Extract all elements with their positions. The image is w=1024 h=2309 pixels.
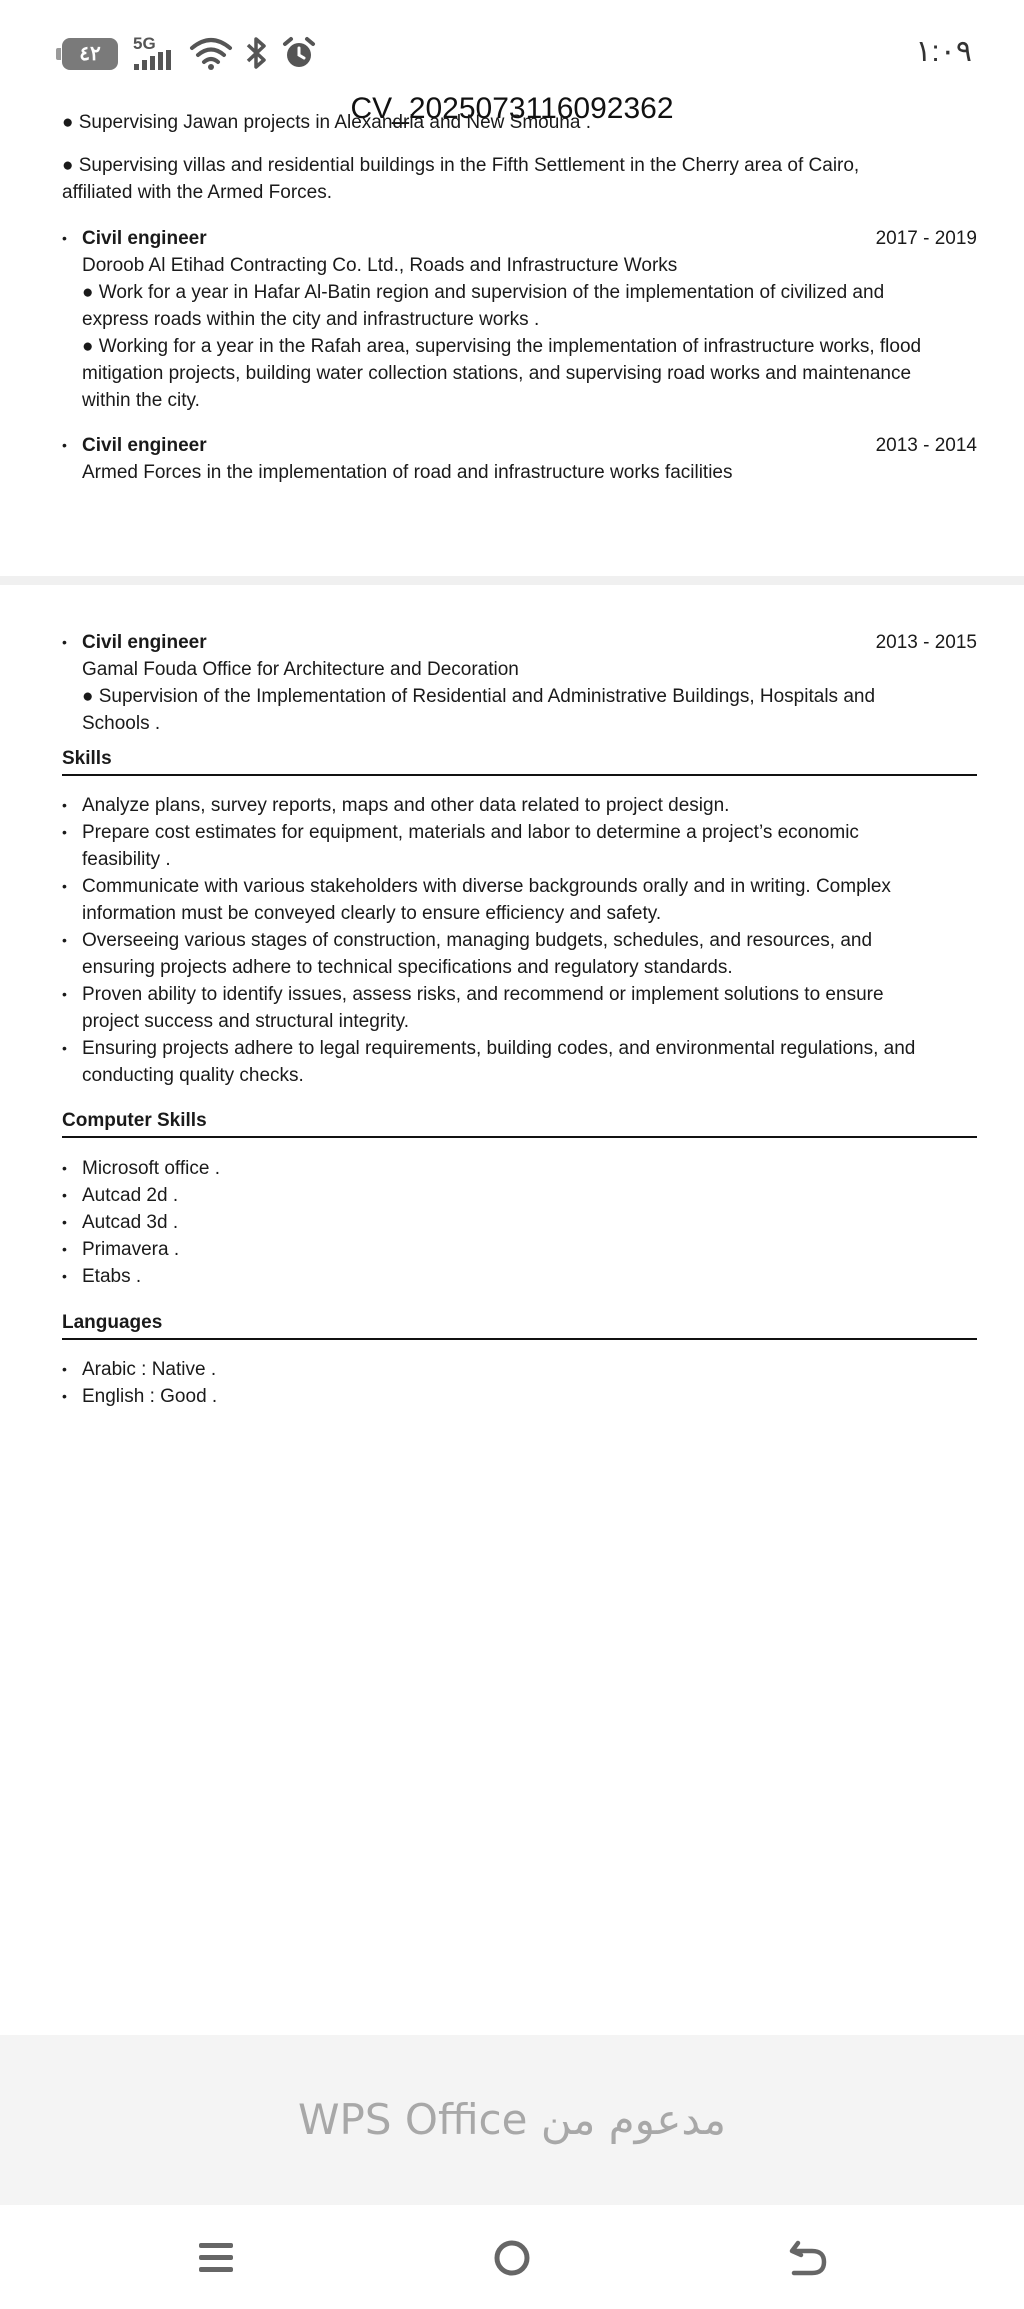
bullet: • [62, 1214, 67, 1230]
skill-text: Proven ability to identify issues, assess risks, and recommend or implement solutions to ensure [82, 984, 884, 1005]
job-title: Civil engineer [82, 435, 207, 456]
bullet: • [62, 932, 67, 948]
alarm-icon [282, 36, 316, 70]
bullet: • [62, 634, 67, 650]
job-detail: ● Working for a year in the Rafah area, supervising the implementation of infrastructure works, flood [82, 336, 922, 357]
status-bar [0, 0, 1024, 100]
skill-text: Communicate with various stakeholders with diverse backgrounds orally and in writing. Complex [82, 876, 891, 897]
computer-skill: Autcad 3d . [82, 1212, 179, 1233]
computer-skill: Etabs . [82, 1266, 142, 1287]
skill-text: information must be conveyed clearly to ensure efficiency and safety. [82, 903, 662, 924]
signal-icon [134, 50, 176, 70]
computer-skill: Autcad 2d . [82, 1185, 179, 1206]
job-dates: 2017 - 2019 [875, 228, 977, 249]
skill-text: Overseeing various stages of construction, managing budgets, schedules, and resources, and [82, 930, 873, 951]
job-company: Armed Forces in the implementation of road and infrastructure works facilities [82, 462, 733, 483]
skill-text: Analyze plans, survey reports, maps and other data related to project design. [82, 795, 730, 816]
computer-skill: Primavera . [82, 1239, 180, 1260]
skill-text: Ensuring projects adhere to legal requirements, building codes, and environmental regulations, and [82, 1038, 916, 1059]
skill-text: conducting quality checks. [82, 1065, 304, 1086]
bullet: • [62, 1361, 67, 1377]
cut-off-line: ● Supervising Jawan projects in Alexandria and New Smouha . [62, 112, 591, 133]
skill-text: ensuring projects adhere to technical specifications and regulatory standards. [82, 957, 733, 978]
network-type: 5G [133, 34, 156, 53]
section-title: Computer Skills [62, 1110, 207, 1131]
bullet: • [62, 797, 67, 813]
bullet: • [62, 1187, 67, 1203]
job-title: Civil engineer [82, 228, 207, 249]
job-title: Civil engineer [82, 632, 207, 653]
job-detail: ● Work for a year in Hafar Al-Batin region and supervision of the implementation of civilized and [82, 282, 885, 303]
bullet: • [62, 1388, 67, 1404]
bullet: • [62, 230, 67, 246]
bullet: • [62, 986, 67, 1002]
job-detail: mitigation projects, building water collection stations, and supervising road works and maintenance [82, 363, 912, 384]
section-title: Languages [62, 1312, 163, 1333]
job-detail: Schools . [82, 713, 161, 734]
bullet: • [62, 1241, 67, 1257]
menu-icon[interactable] [186, 2233, 246, 2283]
home-icon[interactable] [482, 2233, 542, 2283]
bullet: • [62, 1040, 67, 1056]
document-page-1[interactable] [0, 112, 1024, 576]
section-heading-computer-skills [62, 1107, 977, 1138]
bullet: • [62, 824, 67, 840]
experience-line: ● Supervising villas and residential buildings in the Fifth Settlement in the Cherry area of Cairo, [62, 155, 860, 176]
battery-icon [56, 38, 118, 70]
section-title: Skills [62, 748, 112, 769]
skill-text: Prepare cost estimates for equipment, materials and labor to determine a project’s economic [82, 822, 859, 843]
battery-level: ٤٢ [79, 43, 101, 65]
section-heading-skills [62, 745, 977, 776]
skill-text: project success and structural integrity. [82, 1011, 410, 1032]
page-separator [0, 576, 1024, 585]
bullet: • [62, 1160, 67, 1176]
job-company: Gamal Fouda Office for Architecture and Decoration [82, 659, 519, 680]
bullet: • [62, 1268, 67, 1284]
document-title: CV_2025073116092362 [350, 92, 674, 125]
job-dates: 2013 - 2015 [875, 632, 977, 653]
job-detail: ● Supervision of the Implementation of Residential and Administrative Buildings, Hospitals and [82, 686, 876, 707]
back-icon[interactable] [778, 2233, 838, 2283]
language-item: English : Good . [82, 1386, 218, 1407]
document-page-2[interactable] [0, 585, 1024, 2035]
wps-banner [0, 2035, 1024, 2205]
clock: ١:٠٩ [915, 35, 972, 68]
skill-text: feasibility . [82, 849, 171, 870]
system-nav-bar [0, 2205, 1024, 2309]
language-item: Arabic : Native . [82, 1359, 217, 1380]
bullet: • [62, 437, 67, 453]
job-company: Doroob Al Etihad Contracting Co. Ltd., Roads and Infrastructure Works [82, 255, 678, 276]
bullet: • [62, 878, 67, 894]
powered-by-text: WPS Office مدعوم من [298, 2095, 726, 2144]
job-detail: express roads within the city and infrastructure works . [82, 309, 540, 330]
experience-line: affiliated with the Armed Forces. [62, 182, 332, 203]
wifi-icon [190, 36, 232, 70]
bluetooth-icon [244, 36, 270, 70]
section-heading-languages [62, 1309, 977, 1340]
computer-skill: Microsoft office . [82, 1158, 220, 1179]
job-detail: within the city. [82, 390, 200, 411]
job-dates: 2013 - 2014 [875, 435, 977, 456]
